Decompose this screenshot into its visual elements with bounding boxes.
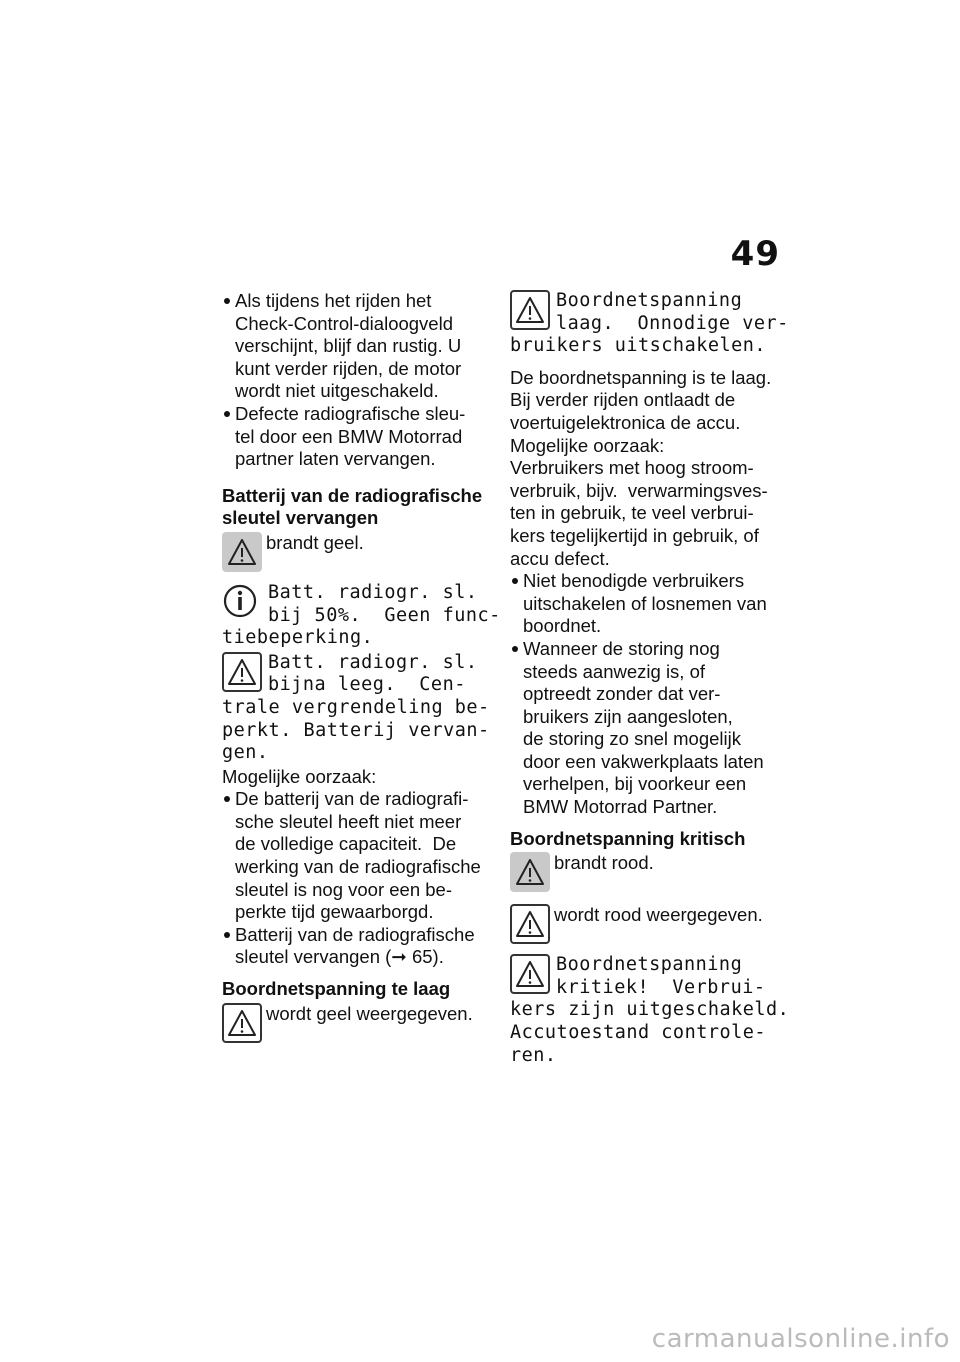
cause-label: Mogelijke oorzaak: [510, 434, 665, 456]
list-item: De batterij van de radiografi- sche sleutel heeft niet meer de volledige capaciteit. De werking van de radiografische sleutel is nog voor een be- perkte tijd gewaarborgd. [222, 788, 492, 924]
warning-text: wordt rood weergegeven. [554, 904, 763, 926]
warning-triangle-icon [510, 852, 550, 892]
warning-text: wordt geel weergegeven. [266, 1002, 473, 1024]
info-message-block [222, 581, 501, 650]
warning-row [510, 852, 785, 902]
cause-label: Mogelijke oorzaak: [222, 765, 377, 787]
warning-triangle-icon [510, 954, 550, 994]
display-message-text: Batt. radiogr. sl. bij 50%. Geen func- tiebeperking. [222, 581, 501, 649]
list-item: Niet benodigde verbruikers uitschakelen of losnemen van boordnet. [510, 570, 785, 638]
display-message-text: Batt. radiogr. sl. bijna leeg. Cen- trale vergrendeling be- perkt. Batterij vervan- gen. [222, 651, 490, 764]
warning-row [222, 1003, 492, 1049]
warning-triangle-icon [222, 1003, 262, 1043]
section-heading: Boordnetspanning kritisch [510, 827, 746, 849]
display-message [222, 652, 492, 765]
section-heading: Batterij van de radiografische sleutel vervangen [222, 484, 483, 529]
warning-triangle-icon [510, 904, 550, 944]
watermark: carmanualsonline.info [651, 1324, 950, 1354]
warning-row [222, 532, 492, 578]
warning-message-block [510, 290, 789, 358]
display-message-text: Boordnetspanning laag. Onnodige ver- bruikers uitschakelen. [510, 290, 789, 357]
warning-message-block [222, 652, 492, 765]
display-message-text: Boordnetspanning kritiek! Verbrui- kers zijn uitgeschakeld. Accutoestand controle- ren. [510, 954, 790, 1066]
section-heading: Boordnetspanning te laag [222, 978, 451, 1000]
warning-triangle-icon [510, 290, 550, 330]
display-message [510, 290, 789, 358]
list-item: Defecte radiografische sleu- tel door een BMW Motorrad partner laten vervangen. [222, 403, 492, 471]
warning-row [510, 904, 785, 952]
display-message [222, 581, 501, 650]
warning-triangle-icon [222, 652, 262, 692]
list-item: Batterij van de radiografische sleutel vervangen (➞ 65). [222, 924, 492, 969]
description: De boordnetspanning is te laag. Bij verder rijden ontlaadt de voertuigelektronica de accu. [510, 366, 772, 433]
left-column [222, 290, 501, 1049]
display-message [510, 954, 790, 1067]
list-item: Als tijdens het rijden het Check-Control-dialoogveld verschijnt, blijf dan rustig. U kunt verder rijden, de motor wordt niet uitgeschakeld. [222, 290, 492, 403]
warning-triangle-icon [222, 532, 262, 572]
warning-text: brandt geel. [266, 531, 364, 553]
warning-message-block [510, 954, 790, 1067]
right-column [510, 290, 790, 1067]
info-icon [222, 582, 262, 622]
list-item: Wanneer de storing nog steeds aanwezig is, of optreedt zonder dat ver- bruikers zijn aangesloten, de storing zo snel mogelijk door een vakwerkplaats laten verhelpen, bij voorkeur een BMW Motorrad Partner. [510, 638, 785, 819]
page-number: 49 [730, 234, 780, 274]
warning-text: brandt rood. [554, 852, 654, 874]
cause-description: Verbruikers met hoog stroom- verbruik, bijv. verwarmingsves- ten in gebruik, te veel verbrui- kers tegelijkertijd in gebruik, of accu defect. [510, 457, 768, 569]
